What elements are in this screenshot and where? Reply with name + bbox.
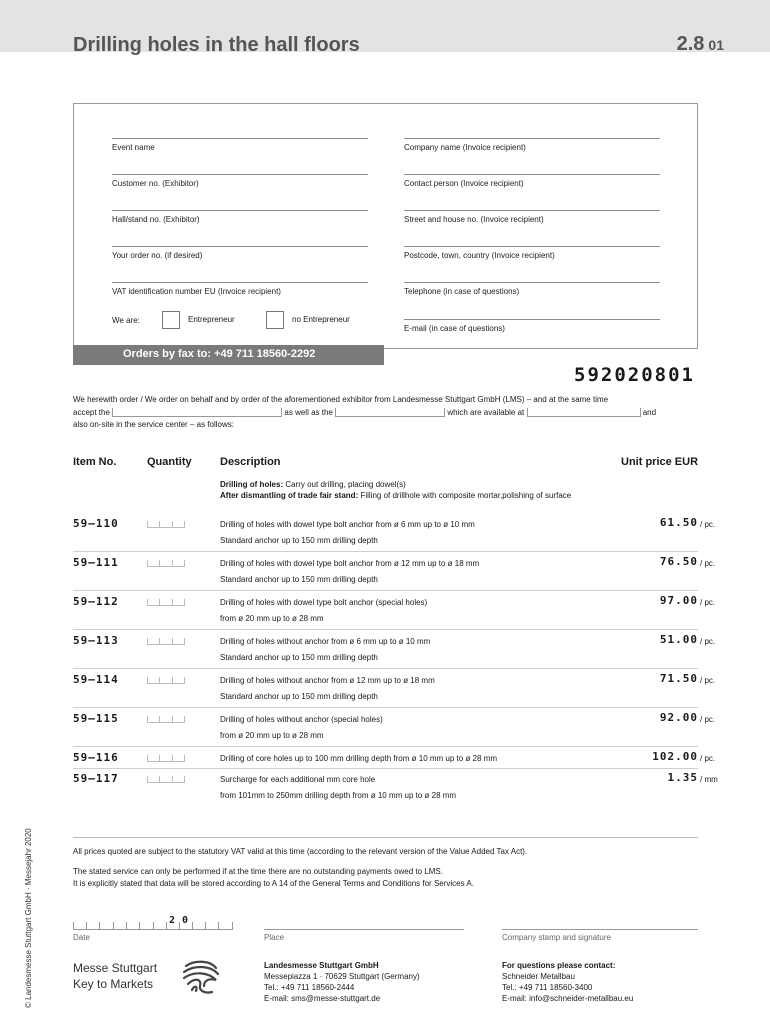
notes-divider <box>73 837 698 838</box>
contact-email: E-mail: info@schneider-metallbau.eu <box>502 994 634 1003</box>
logo-line-2: Key to Markets <box>73 977 154 991</box>
telephone-field[interactable]: Telephone (in case of questions) <box>404 282 660 296</box>
item-unit: / pc. <box>700 676 716 685</box>
column-item-no: Item No. <box>73 456 117 468</box>
item-unit: / pc. <box>700 754 716 763</box>
lms-tel: Tel.: +49 711 18560-2444 <box>264 983 355 992</box>
service-note: The stated service can only be performed if at the time there are no outstanding payments owed to LMS. <box>73 867 443 876</box>
row-divider <box>73 768 698 769</box>
item-sub-description: Standard anchor up to 150 mm drilling depth <box>220 575 378 584</box>
terms-blank-2[interactable] <box>335 408 445 417</box>
year-digit-1: 2 <box>169 915 176 926</box>
intro-line-3: also on-site in the service center – as follows: <box>73 420 234 429</box>
form-number-sub: 01 <box>708 37 724 53</box>
no-entrepreneur-label: no Entrepreneur <box>292 315 350 324</box>
drilling-note <box>220 479 571 501</box>
item-number: 59–115 <box>73 712 119 725</box>
order-form-box <box>73 103 698 349</box>
drilling-note-label-1: Drilling of holes: <box>220 480 284 489</box>
drilling-note-label-2: After dismantling of trade fair stand: <box>220 491 359 500</box>
item-sub-description: Standard anchor up to 150 mm drilling depth <box>220 536 378 545</box>
item-description: Drilling of holes with dowel type bolt anchor from ø 12 mm up to ø 18 mm <box>220 559 480 568</box>
place-line[interactable] <box>264 929 464 930</box>
item-description: Drilling of core holes up to 100 mm drilling depth from ø 10 mm up to ø 28 mm <box>220 754 497 763</box>
row-divider <box>73 746 698 747</box>
date-field[interactable] <box>73 916 233 930</box>
intro-text <box>73 394 693 432</box>
item-description: Drilling of holes without anchor (special holes) <box>220 715 383 724</box>
contact-address <box>502 960 633 1004</box>
item-number: 59–112 <box>73 595 119 608</box>
item-price: 97.00 <box>659 594 698 607</box>
company-name-field[interactable]: Company name (Invoice recipient) <box>404 138 660 152</box>
item-price: 1.35 <box>667 771 698 784</box>
intro-available: which are available at <box>447 407 525 417</box>
item-description: Drilling of holes without anchor from ø 12 mm up to ø 18 mm <box>220 676 435 685</box>
quantity-field[interactable] <box>147 638 185 645</box>
data-note: It is explicitly stated that data will be stored according to A 14 of the General Terms and Conditions for Services A. <box>73 879 474 888</box>
order-no-field[interactable]: Your order no. (if desired) <box>112 246 368 260</box>
item-number: 59–114 <box>73 673 119 686</box>
copyright: © Landesmesse Stuttgart GmbH · Messejahr 2020 <box>24 828 33 1008</box>
hall-stand-field[interactable]: Hall/stand no. (Exhibitor) <box>112 210 368 224</box>
row-divider <box>73 668 698 669</box>
page-title: Drilling holes in the hall floors <box>73 34 360 56</box>
intro-and: and <box>642 407 657 417</box>
fax-banner: Orders by fax to: +49 711 18560-2292 <box>73 345 384 365</box>
item-price: 92.00 <box>659 711 698 724</box>
entrepreneur-label: Entrepreneur <box>188 315 235 324</box>
contact-person-field[interactable]: Contact person (Invoice recipient) <box>404 174 660 188</box>
messe-swirl-logo-icon <box>180 956 222 998</box>
column-quantity: Quantity <box>147 456 192 468</box>
no-entrepreneur-checkbox[interactable] <box>266 311 284 329</box>
item-number: 59–117 <box>73 772 119 785</box>
street-field[interactable]: Street and house no. (Invoice recipient) <box>404 210 660 224</box>
form-number <box>677 33 724 56</box>
quantity-field[interactable] <box>147 521 185 528</box>
lms-email: E-mail: sms@messe-stuttgart.de <box>264 994 381 1003</box>
row-divider <box>73 707 698 708</box>
vat-id-field[interactable]: VAT identification number EU (Invoice recipient) <box>112 282 368 296</box>
entrepreneur-checkbox[interactable] <box>162 311 180 329</box>
customer-no-field[interactable]: Customer no. (Exhibitor) <box>112 174 368 188</box>
row-divider <box>73 551 698 552</box>
item-sub-description: from ø 20 mm up to ø 28 mm <box>220 614 324 623</box>
contact-heading: For questions please contact: <box>502 961 616 970</box>
item-price: 76.50 <box>659 555 698 568</box>
quantity-field[interactable] <box>147 560 185 567</box>
item-unit: / pc. <box>700 598 716 607</box>
stamp-signature-label: Company stamp and signature <box>502 933 611 942</box>
item-sub-description: from 101mm to 250mm drilling depth from ø 10 mm up to ø 28 mm <box>220 791 457 800</box>
quantity-field[interactable] <box>147 677 185 684</box>
item-price: 61.50 <box>659 516 698 529</box>
event-name-field[interactable]: Event name <box>112 138 368 152</box>
item-unit: / mm <box>700 775 718 784</box>
item-unit: / pc. <box>700 559 716 568</box>
vat-note: All prices quoted are subject to the statutory VAT valid at this time (according to the relevant version of the Value Added Tax Act). <box>73 847 528 856</box>
item-number: 59–111 <box>73 556 119 569</box>
item-sub-description: Standard anchor up to 150 mm drilling depth <box>220 692 378 701</box>
item-description: Drilling of holes without anchor from ø 6 mm up to ø 10 mm <box>220 637 431 646</box>
notes <box>73 846 693 890</box>
item-unit: / pc. <box>700 637 716 646</box>
terms-blank-1[interactable] <box>112 408 282 417</box>
place-label: Place <box>264 933 285 942</box>
item-unit: / pc. <box>700 715 716 724</box>
year-digit-2: 0 <box>182 915 189 926</box>
item-description: Drilling of holes with dowel type bolt anchor (special holes) <box>220 598 428 607</box>
quantity-field[interactable] <box>147 755 185 762</box>
lms-street: Messepiazza 1 · 70629 Stuttgart (Germany) <box>264 972 420 981</box>
quantity-field[interactable] <box>147 716 185 723</box>
date-label: Date <box>73 933 90 942</box>
drilling-note-text-1: Carry out drilling, placing dowel(s) <box>283 480 406 489</box>
item-number: 59–113 <box>73 634 119 647</box>
item-number: 59–116 <box>73 751 119 764</box>
item-unit: / pc. <box>700 520 716 529</box>
stamp-signature-line[interactable] <box>502 929 698 930</box>
messe-logo-text <box>73 960 157 992</box>
quantity-field[interactable] <box>147 599 185 606</box>
lms-address <box>264 960 420 1004</box>
item-price: 71.50 <box>659 672 698 685</box>
form-number-main: 2.8 <box>676 33 705 55</box>
we-are-label: We are: <box>112 316 140 325</box>
quantity-field[interactable] <box>147 776 185 783</box>
item-sub-description: from ø 20 mm up to ø 28 mm <box>220 731 324 740</box>
contact-tel: Tel.: +49 711 18560-3400 <box>502 983 593 992</box>
intro-as-well: as well as the <box>284 407 333 417</box>
logo-line-1: Messe Stuttgart <box>73 961 158 975</box>
column-description: Description <box>220 456 281 468</box>
intro-accept: accept the <box>73 407 110 417</box>
order-code: 592020801 <box>574 364 695 386</box>
email-field[interactable]: E-mail (in case of questions) <box>404 319 660 333</box>
contact-company: Schneider Metallbau <box>502 972 575 981</box>
intro-line-1: We herewith order / We order on behalf and by order of the aforementioned exhibitor from Landesmesse Stuttgart GmbH (LMS) – and at the same time <box>73 395 609 404</box>
postcode-field[interactable]: Postcode, town, country (Invoice recipient) <box>404 246 660 260</box>
terms-blank-3[interactable] <box>527 408 641 417</box>
item-number: 59–110 <box>73 517 119 530</box>
row-divider <box>73 629 698 630</box>
item-price: 51.00 <box>659 633 698 646</box>
column-unit-price: Unit price EUR <box>621 456 699 468</box>
item-sub-description: Standard anchor up to 150 mm drilling depth <box>220 653 378 662</box>
row-divider <box>73 590 698 591</box>
item-price: 102.00 <box>652 750 698 763</box>
item-description: Surcharge for each additional mm core hole <box>220 775 376 784</box>
item-description: Drilling of holes with dowel type bolt anchor from ø 6 mm up to ø 10 mm <box>220 520 475 529</box>
lms-company: Landesmesse Stuttgart GmbH <box>264 961 379 970</box>
drilling-note-text-2: Filling of drillhole with composite mortar,polishing of surface <box>358 491 572 500</box>
